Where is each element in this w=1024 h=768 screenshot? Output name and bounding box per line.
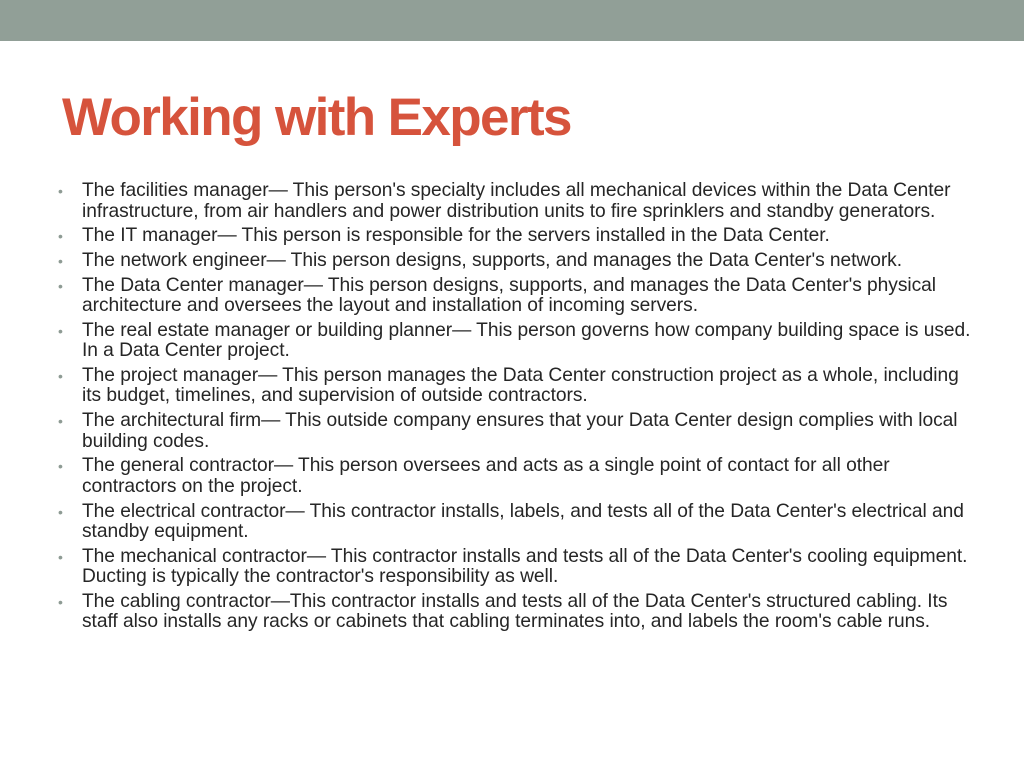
bullet-item-mechanical-contractor bbox=[58, 547, 978, 588]
bullet-item-architectural-firm bbox=[58, 411, 978, 452]
bullet-text: The IT manager— This person is responsible for the servers installed in the Data Center. bbox=[82, 225, 830, 247]
bullet-icon: • bbox=[58, 367, 63, 384]
bullet-text: The cabling contractor—This contractor installs and tests all of the Data Center's structured cabling. Its staff also installs any racks or cabinets that cabling terminates into, and labels the room's cable runs. bbox=[82, 590, 948, 633]
bullet-item-electrical-contractor bbox=[58, 502, 978, 543]
bullet-text: The Data Center manager— This person designs, supports, and manages the Data Center's physical architecture and oversees the layout and installation of incoming servers. bbox=[82, 274, 936, 317]
bullet-text: The project manager— This person manages the Data Center construction project as a whole, including its budget, timelines, and supervision of outside contractors. bbox=[82, 364, 959, 407]
bullet-icon: • bbox=[58, 458, 63, 475]
bullet-icon: • bbox=[58, 252, 63, 269]
bullet-text: The facilities manager— This person's specialty includes all mechanical devices within the Data Center infrastructure, from air handlers and power distribution units to fire sprinklers and standby generators. bbox=[82, 180, 951, 222]
bullet-item-general-contractor bbox=[58, 456, 978, 497]
bullet-icon: • bbox=[58, 593, 63, 610]
bullet-icon: • bbox=[58, 277, 63, 294]
bullet-item-data-center-manager bbox=[58, 276, 978, 317]
bullet-icon: • bbox=[58, 413, 63, 430]
bullet-icon: • bbox=[58, 548, 63, 565]
bullet-icon: • bbox=[58, 228, 63, 245]
bullet-item-it-manager bbox=[58, 226, 978, 247]
bullet-text: The mechanical contractor— This contractor installs and tests all of the Data Center's cooling equipment. Ducting is typically the contractor's responsibility as well. bbox=[82, 545, 968, 588]
bullet-text: The network engineer— This person designs, supports, and manages the Data Center's network. bbox=[82, 249, 903, 271]
bullet-text: The real estate manager or building planner— This person governs how company building space is used. In a Data Center project. bbox=[82, 319, 971, 362]
bullet-text: The architectural firm— This outside company ensures that your Data Center design complies with local building codes. bbox=[82, 410, 958, 452]
bullet-item-cabling-contractor bbox=[58, 592, 978, 633]
top-accent-bar bbox=[0, 0, 1024, 41]
bullet-icon: • bbox=[58, 322, 63, 339]
bullet-item-network-engineer bbox=[58, 251, 978, 272]
bullet-item-facilities-manager bbox=[58, 181, 978, 222]
bullet-text: The electrical contractor— This contractor installs, labels, and tests all of the Data Center's electrical and standby equipment. bbox=[82, 500, 964, 542]
bullet-item-real-estate-manager bbox=[58, 321, 978, 362]
bullet-list bbox=[58, 181, 978, 637]
bullet-icon: • bbox=[58, 183, 63, 199]
bullet-icon: • bbox=[58, 503, 63, 520]
slide-title: Working with Experts bbox=[62, 88, 571, 147]
bullet-text: The general contractor— This person oversees and acts as a single point of contact for all other contractors on the project. bbox=[82, 455, 890, 497]
bullet-item-project-manager bbox=[58, 366, 978, 407]
